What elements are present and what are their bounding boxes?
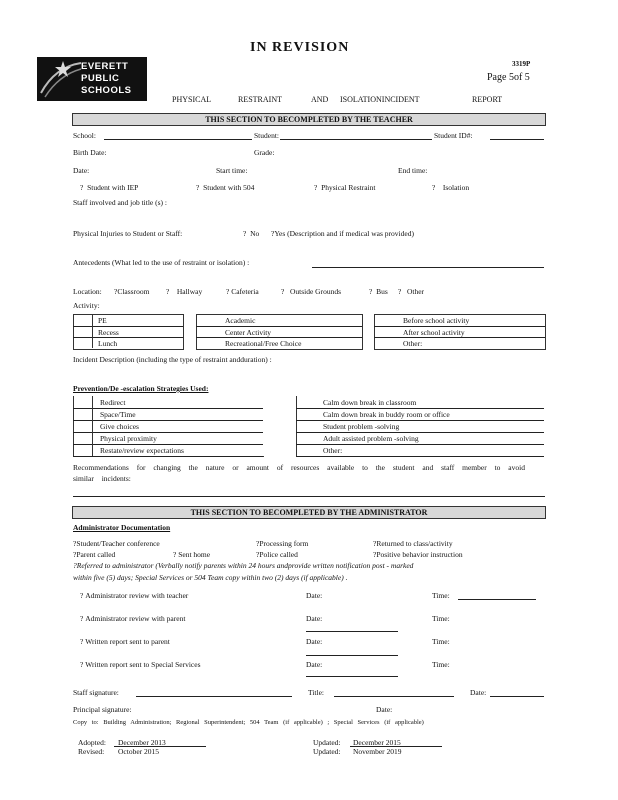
strategy-space-time[interactable]: Space/Time [100,410,136,419]
report-special-services[interactable] [80,660,201,669]
check-processing-label: Processing form [259,539,309,548]
antecedents-field[interactable] [312,267,544,268]
injuries-no-checkbox[interactable] [243,229,259,238]
staff-signature-field[interactable] [136,696,292,697]
principal-date-label: Date: [376,705,393,714]
checkbox-icon: ? [226,287,230,296]
strategy-adult-solving[interactable]: Adult assisted problem -solving [323,434,419,443]
checkbox-icon: ? [369,287,373,296]
school-label: School: [73,131,96,140]
location-cafeteria-label: Cafeteria [231,287,259,296]
location-bus[interactable] [369,287,388,296]
location-label: Location: [73,287,102,296]
updated-value-2: November 2019 [353,747,402,756]
location-outside-label: Outside Grounds [289,287,342,296]
checkbox-icon: ? [80,183,84,192]
check-positive-behavior[interactable] [373,550,463,559]
report-special-services-label: Written report sent to Special Services [85,660,201,669]
review-teacher-date-label: Date: [306,591,323,600]
review-parent-date-label: Date: [306,614,323,623]
location-classroom[interactable] [114,287,149,296]
strategy-choices[interactable]: Give choices [100,422,139,431]
checkbox-icon: ? [80,591,84,600]
injuries-no-label: No [250,229,260,238]
check-conference[interactable] [73,539,160,548]
antecedents-label: Antecedents (What led to the use of restraint or isolation) : [73,258,250,267]
checkbox-icon: ? [166,287,170,296]
adopted-label: Adopted: [78,738,106,747]
student-id-label: Student ID#: [434,131,473,140]
divider [73,408,263,409]
strategy-proximity[interactable]: Physical proximity [100,434,157,443]
activity-after-school[interactable]: After school activity [403,328,465,337]
divider [296,456,544,457]
start-time-label: Start time: [216,166,248,175]
updated-value-1: December 2015 [353,738,401,747]
location-hallway-label: Hallway [176,287,203,296]
revised-value: October 2015 [118,747,160,756]
strategy-student-solving[interactable]: Student problem -solving [323,422,400,431]
checkbox-icon: ? [398,287,402,296]
location-classroom-label: Classroom [117,287,150,296]
staff-signature-label: Staff signature: [73,688,119,697]
review-parent[interactable] [80,614,185,623]
activity-recess[interactable]: Recess [98,328,119,337]
divider [196,337,362,338]
review-parent-time-label: Time: [432,614,450,623]
activity-recreational[interactable]: Recreational/Free Choice [225,339,302,348]
logo-line-2: PUBLIC [81,73,120,84]
check-referred[interactable] [73,561,413,570]
activity-label: Activity: [73,301,100,310]
student-label: Student: [254,131,280,140]
checkbox-icon: ? [314,183,318,192]
location-cafeteria[interactable] [226,287,259,296]
admin-documentation-heading: Administrator Documentation [73,523,171,532]
check-parent-called[interactable] [73,550,115,559]
report-special-time-label: Time: [432,660,450,669]
checkbox-icon: ? [73,550,77,559]
principal-signature-label: Principal signature: [73,705,132,714]
activity-other[interactable]: Other: [403,339,423,348]
checkbox-504[interactable] [196,183,254,192]
checkbox-restraint-label: Physical Restraint [321,183,376,192]
strategy-other[interactable]: Other: [323,446,343,455]
report-title-3: AND [311,95,329,104]
divider [296,408,544,409]
end-time-label: End time: [398,166,428,175]
report-parent-time-label: Time: [432,637,450,646]
divider [92,314,93,348]
checkbox-icon: ? [114,287,118,296]
review-teacher-label: Administrator review with teacher [85,591,189,600]
divider [73,444,263,445]
signature-date-field[interactable] [490,696,544,697]
check-parent-called-label: Parent called [76,550,116,559]
checkbox-icon: ? [373,539,377,548]
checkbox-restraint[interactable] [314,183,375,192]
recommendations-label: Recommendations for changing the nature or amount of resources available to the student and staff member to avoid similar incidents: [73,463,525,483]
check-referred-label: Referred to administrator (Verbally notify parents within 24 hours andprovide written notification post - marked [76,561,414,570]
report-parent-date-field[interactable] [306,655,398,656]
divider [73,432,263,433]
review-teacher-time-field[interactable] [458,599,536,600]
checkbox-504-label: Student with 504 [203,183,255,192]
divider [296,432,544,433]
divider [296,420,544,421]
checkbox-icon: ? [256,539,260,548]
divider [196,326,362,327]
checkbox-isolation-label: Isolation [442,183,470,192]
divider [92,396,93,456]
staff-involved-label: Staff involved and job title (s) : [73,198,168,207]
strategy-calm-classroom[interactable]: Calm down break in classroom [323,398,417,407]
checkbox-iep-label: Student with IEP [87,183,139,192]
activity-box-1 [73,314,184,350]
activity-pe[interactable]: PE [98,316,107,325]
school-field[interactable] [104,139,252,140]
activity-academic[interactable]: Academic [225,316,256,325]
divider [73,326,183,327]
activity-before-school[interactable]: Before school activity [403,316,470,325]
divider [73,456,263,457]
updated-label-1: Updated: [313,738,341,747]
copy-to-line: Copy to: Building Administration; Regional Superintendent; 504 Team (if applicable) ; Special Services (if applicable) [73,719,424,726]
checkbox-icon: ? [432,183,436,192]
checkbox-icon: ? [243,229,247,238]
recommendations-field[interactable] [73,496,545,497]
report-title-1: PHYSICAL [172,95,212,104]
checkbox-icon: ? [73,561,77,570]
report-parent-date-label: Date: [306,637,323,646]
everett-public-schools-logo [37,57,147,101]
page-title: IN REVISION [250,40,350,55]
checkbox-icon: ? [80,614,84,623]
divider [296,444,544,445]
incident-description-label: Incident Description (including the type of restraint andduration) : [73,355,272,364]
check-sent-home[interactable] [173,550,210,559]
checkbox-icon: ? [80,637,84,646]
report-parent[interactable] [80,637,170,646]
birth-date-label: Birth Date: [73,148,107,157]
adopted-value: December 2013 [118,738,166,747]
check-police-called[interactable] [256,550,298,559]
strategy-redirect[interactable]: Redirect [100,398,126,407]
review-teacher-time-label: Time: [432,591,450,600]
admin-section-banner: THIS SECTION TO BECOMPLETED BY THE ADMINISTRATOR [72,506,546,519]
review-parent-date-field[interactable] [306,631,398,632]
date-label: Date: [73,166,90,175]
prevention-heading: Prevention/De -escalation Strategies Used: [73,384,209,393]
checkbox-icon: ? [73,539,77,548]
location-other[interactable] [398,287,424,296]
referred-continuation: within five (5) days; Special Services or 504 Team copy within two (2) days (if applicable) . [73,573,348,582]
logo-line-3: SCHOOLS [81,85,132,96]
grade-label: Grade: [254,148,275,157]
divider [296,396,297,456]
divider [374,326,545,327]
title-label: Title: [308,688,324,697]
report-special-date-field[interactable] [306,676,398,677]
checkbox-icon: ? [196,183,200,192]
divider [374,337,545,338]
report-parent-label: Written report sent to parent [85,637,170,646]
checkbox-icon: ? [373,550,377,559]
divider [73,337,183,338]
report-title-5: REPORT [472,95,503,104]
injuries-label: Physical Injuries to Student or Staff: [73,229,183,238]
checkbox-icon: ? [173,550,177,559]
checkbox-icon: ? [256,550,260,559]
check-conference-label: Student/Teacher conference [76,539,160,548]
checkbox-isolation[interactable] [432,183,469,192]
activity-lunch[interactable]: Lunch [98,339,118,348]
checkbox-icon: ? [281,287,285,296]
logo-line-1: EVERETT [81,61,129,72]
student-field[interactable] [280,139,432,140]
page-number: Page 5of 5 [487,72,530,83]
check-sent-home-label: Sent home [178,550,211,559]
updated-label-2: Updated: [313,747,341,756]
teacher-section-banner: THIS SECTION TO BECOMPLETED BY THE TEACHER [72,113,546,126]
check-returned-label: Returned to class/activity [376,539,453,548]
check-positive-label: Positive behavior instruction [376,550,463,559]
title-field[interactable] [334,696,454,697]
revised-label: Revised: [78,747,105,756]
checkbox-icon: ? [271,229,275,238]
report-title-2: RESTRAINT [238,95,282,104]
signature-date-label: Date: [470,688,487,697]
location-other-label: Other [406,287,425,296]
injuries-yes-label: Yes (Description and if medical was provided) [274,229,414,238]
student-id-field[interactable] [490,139,544,140]
injuries-yes-checkbox[interactable] [271,229,414,238]
strategy-calm-buddy[interactable]: Calm down break in buddy room or office [323,410,450,419]
checkbox-iep[interactable] [80,183,138,192]
location-bus-label: Bus [376,287,388,296]
location-outside[interactable] [281,287,341,296]
policy-code: 3319P [512,60,531,68]
divider [73,420,263,421]
check-police-label: Police called [259,550,298,559]
activity-center[interactable]: Center Activity [225,328,272,337]
check-returned[interactable] [373,539,453,548]
report-special-date-label: Date: [306,660,323,669]
review-teacher[interactable] [80,591,188,600]
strategy-restate[interactable]: Restate/review expectations [100,446,184,455]
report-title-4: ISOLATIONINCIDENT [340,95,420,104]
checkbox-icon: ? [80,660,84,669]
location-hallway[interactable] [166,287,202,296]
review-parent-label: Administrator review with parent [85,614,186,623]
check-processing-form[interactable] [256,539,308,548]
